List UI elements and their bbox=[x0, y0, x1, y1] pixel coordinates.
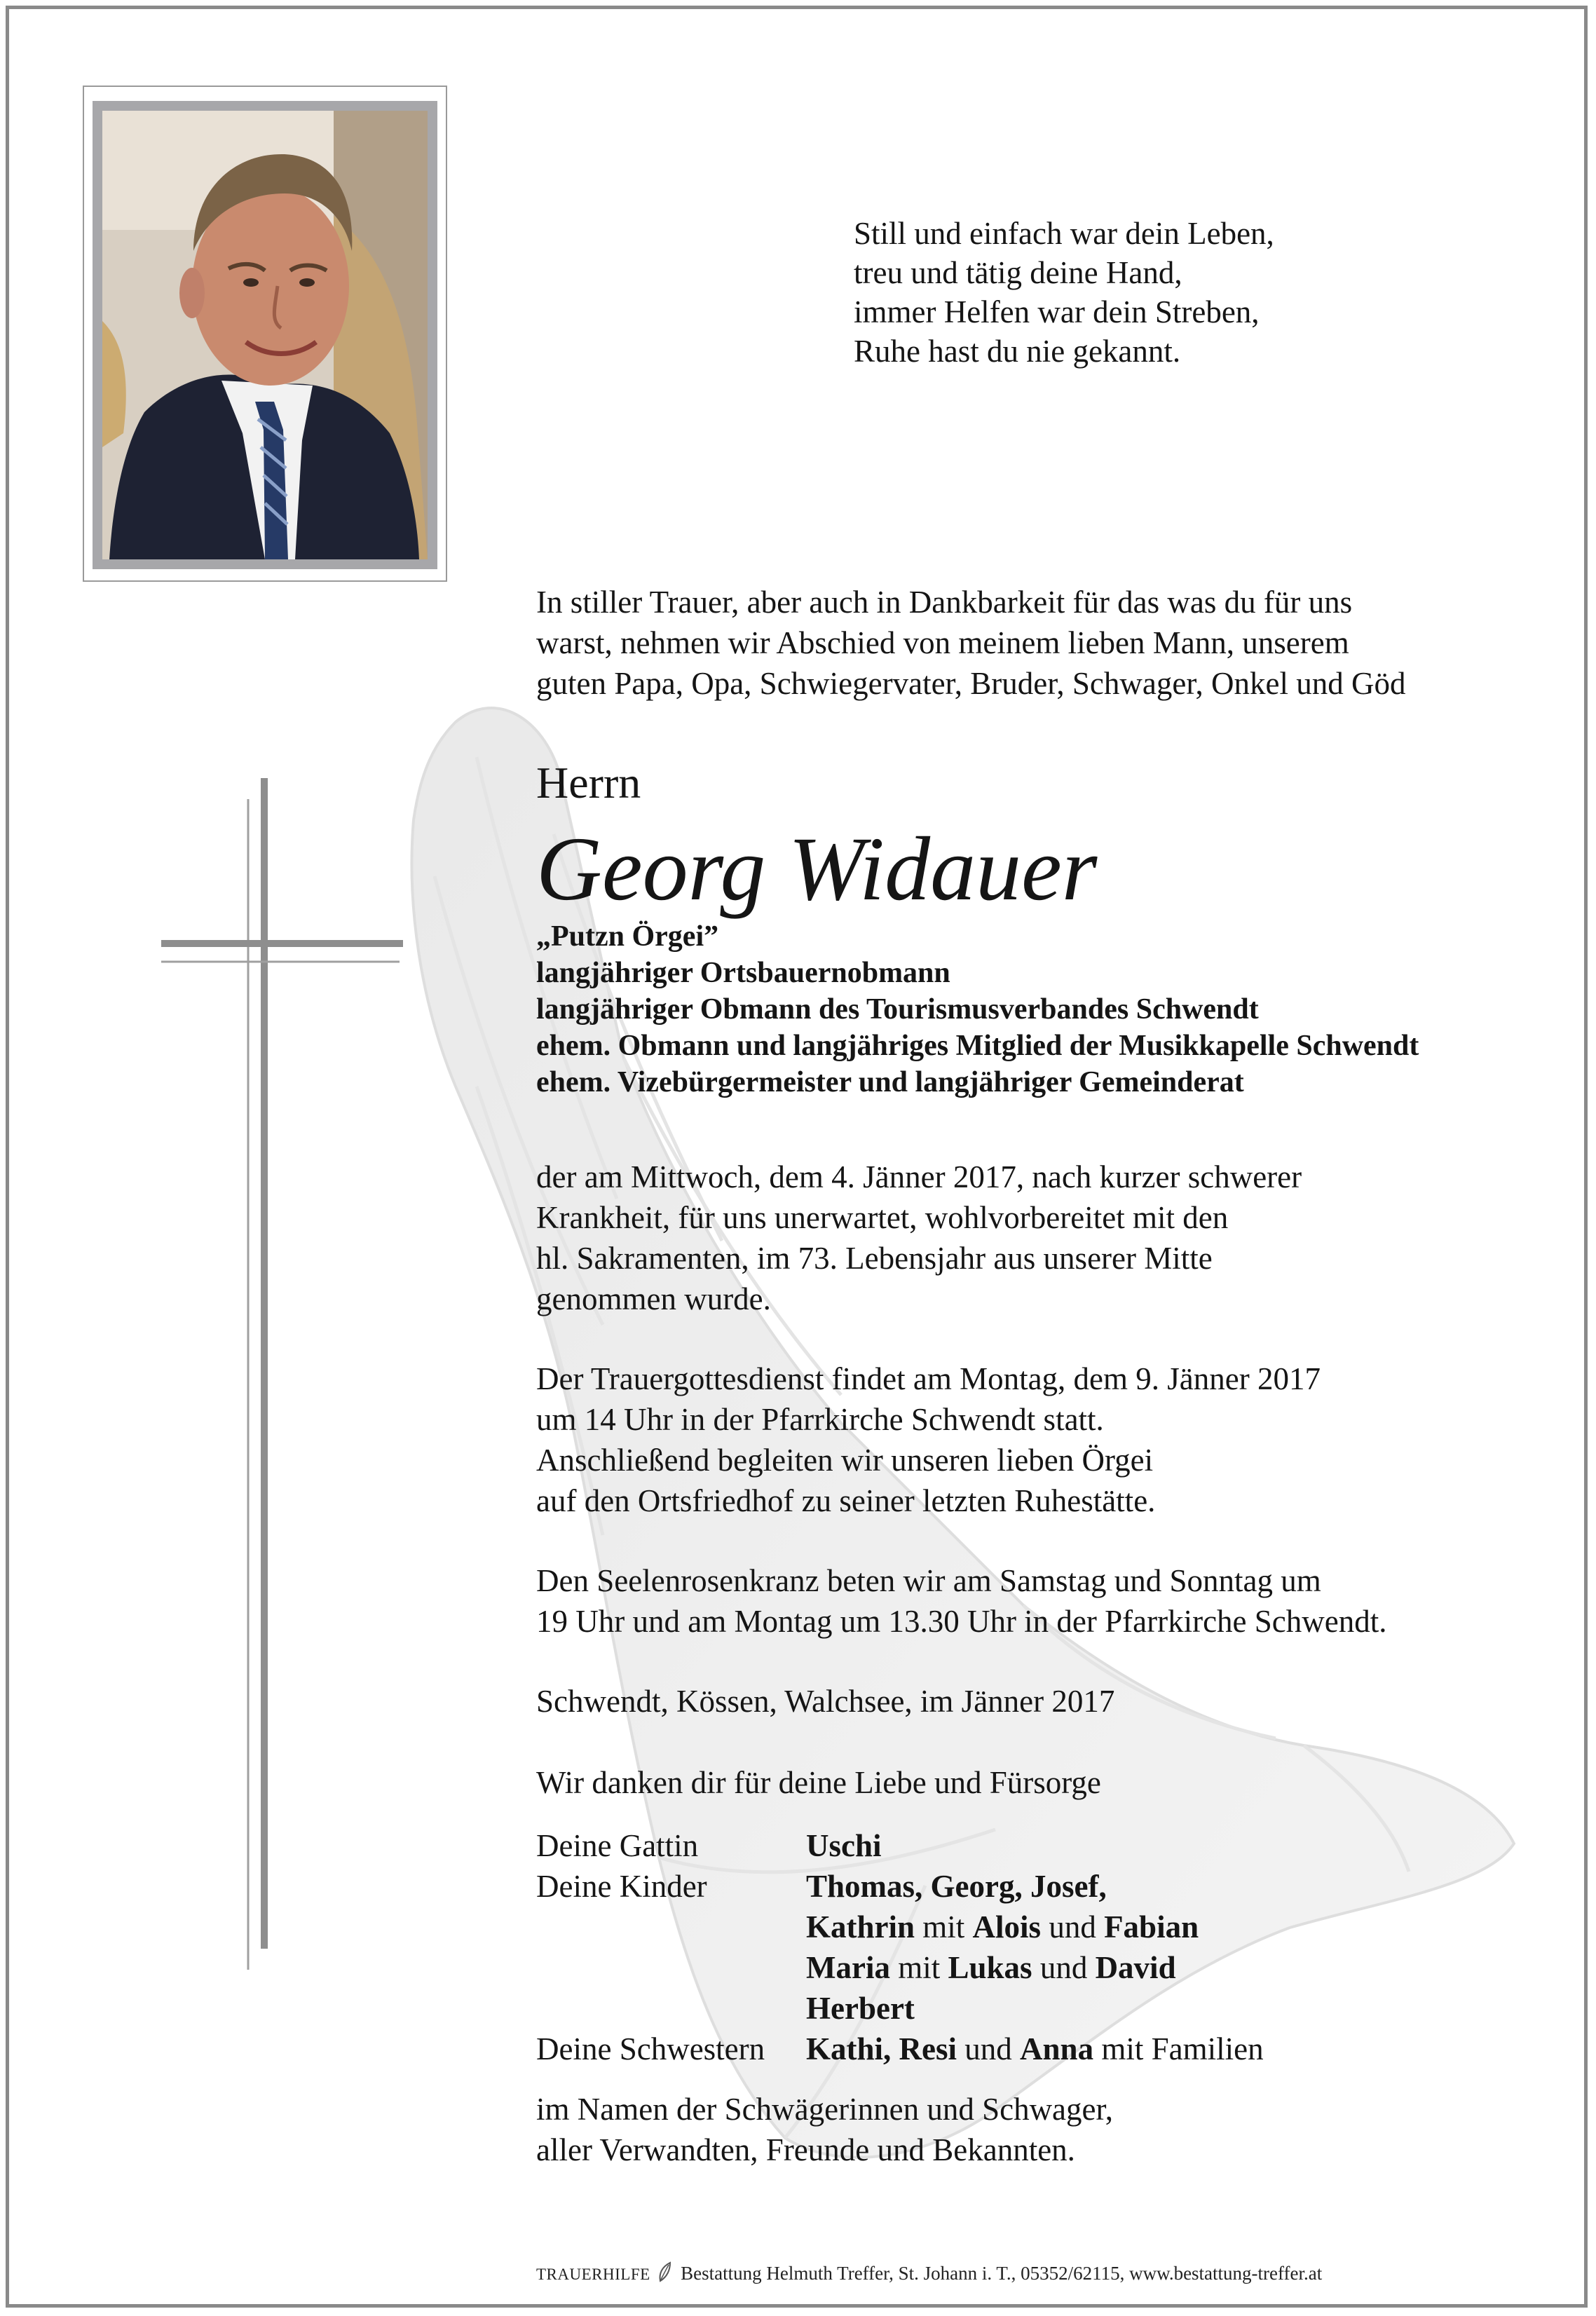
family-name: Uschi bbox=[806, 1828, 882, 1863]
leaf-icon bbox=[657, 2261, 673, 2282]
closing-paragraph bbox=[536, 2089, 1113, 2170]
family-row bbox=[536, 1988, 1264, 2029]
portrait-frame bbox=[83, 86, 447, 582]
family-name: Alois bbox=[972, 1909, 1042, 1944]
place-date: Schwendt, Kössen, Walchsee, im Jänner 2017 bbox=[536, 1684, 1115, 1719]
closing-line: aller Verwandten, Freunde und Bekannten. bbox=[536, 2132, 1075, 2167]
family-label: Deine Kinder bbox=[536, 1869, 707, 1904]
service-line: Der Trauergottesdienst findet am Montag, dem 9. Jänner 2017 bbox=[536, 1361, 1321, 1396]
thanks-line: Wir danken dir für deine Liebe und Fürsorge bbox=[536, 1765, 1101, 1800]
family-name: Herbert bbox=[806, 1991, 915, 2026]
family-label: Deine Schwestern bbox=[536, 2031, 765, 2066]
service-paragraph bbox=[536, 1358, 1321, 1521]
connector-text: und bbox=[1039, 1950, 1088, 1985]
poem-line: treu und tätig deine Hand, bbox=[854, 255, 1182, 290]
family-label: Deine Gattin bbox=[536, 1828, 699, 1863]
deceased-name: Georg Widauer bbox=[536, 819, 1098, 920]
salutation: Herrn bbox=[536, 758, 641, 808]
family-name: David bbox=[1095, 1950, 1176, 1985]
footer-text: Bestattung Helmuth Treffer, St. Johann i. T., 05352/62115, www.bestattung-treffer.at bbox=[681, 2263, 1323, 2284]
connector-text: mit bbox=[898, 1950, 941, 1985]
poem-line: immer Helfen war dein Streben, bbox=[854, 294, 1260, 329]
intro-paragraph bbox=[536, 582, 1406, 704]
title-line: ehem. Obmann und langjähriges Mitglied der Musikkapelle Schwendt bbox=[536, 1030, 1419, 1062]
family-name: Kathi, Resi bbox=[806, 2031, 957, 2066]
family-row bbox=[536, 1907, 1264, 1947]
rosary-paragraph bbox=[536, 1560, 1387, 1642]
service-line: Anschließend begleiten wir unseren lieben Örgei bbox=[536, 1443, 1154, 1478]
death-line: genommen wurde. bbox=[536, 1281, 771, 1316]
poem-line: Ruhe hast du nie gekannt. bbox=[854, 334, 1181, 369]
family-list bbox=[536, 1825, 1264, 2069]
connector-text: und bbox=[964, 2031, 1012, 2066]
title-line: ehem. Vizebürgermeister und langjähriger Gemeinderat bbox=[536, 1066, 1244, 1098]
family-name: Kathrin bbox=[806, 1909, 915, 1944]
family-row bbox=[536, 1947, 1264, 1988]
titles-list bbox=[536, 918, 1419, 1101]
poem bbox=[854, 214, 1274, 371]
family-name: Fabian bbox=[1104, 1909, 1199, 1944]
poem-line: Still und einfach war dein Leben, bbox=[854, 216, 1274, 251]
closing-line: im Namen der Schwägerinnen und Schwager, bbox=[536, 2092, 1113, 2127]
family-name: Maria bbox=[806, 1950, 890, 1985]
family-row bbox=[536, 1866, 1264, 1907]
death-line: der am Mittwoch, dem 4. Jänner 2017, nach kurzer schwerer bbox=[536, 1159, 1302, 1194]
intro-line: In stiller Trauer, aber auch in Dankbarkeit für das was du für uns bbox=[536, 585, 1353, 620]
footer-brand: TRAUERHILFE bbox=[536, 2266, 650, 2283]
footer bbox=[536, 2261, 1322, 2284]
cross-icon bbox=[154, 778, 421, 1970]
intro-line: warst, nehmen wir Abschied von meinem lieben Mann, unserem bbox=[536, 625, 1349, 660]
title-line: langjähriger Obmann des Tourismusverbandes Schwendt bbox=[536, 993, 1259, 1026]
intro-line: guten Papa, Opa, Schwiegervater, Bruder, Schwager, Onkel und Göd bbox=[536, 666, 1406, 701]
family-name: Anna bbox=[1020, 2031, 1094, 2066]
service-line: auf den Ortsfriedhof zu seiner letzten Ruhestätte. bbox=[536, 1483, 1156, 1518]
rosary-line: 19 Uhr und am Montag um 13.30 Uhr in der Pfarrkirche Schwendt. bbox=[536, 1604, 1387, 1639]
rosary-line: Den Seelenrosenkranz beten wir am Samstag und Sonntag um bbox=[536, 1563, 1321, 1598]
service-line: um 14 Uhr in der Pfarrkirche Schwendt statt. bbox=[536, 1402, 1104, 1437]
death-line: Krankheit, für uns unerwartet, wohlvorbereitet mit den bbox=[536, 1200, 1229, 1235]
family-row bbox=[536, 2029, 1264, 2069]
title-line: „Putzn Örgei” bbox=[536, 920, 719, 953]
death-line: hl. Sakramenten, im 73. Lebensjahr aus unserer Mitte bbox=[536, 1241, 1213, 1276]
family-name: Lukas bbox=[948, 1950, 1032, 1985]
family-name: Thomas, Georg, Josef, bbox=[806, 1869, 1107, 1904]
portrait-photo bbox=[93, 101, 437, 569]
connector-text: mit bbox=[922, 1909, 965, 1944]
death-paragraph bbox=[536, 1157, 1302, 1319]
title-line: langjähriger Ortsbauernobmann bbox=[536, 957, 950, 989]
connector-text: mit Familien bbox=[1101, 2031, 1264, 2066]
family-row bbox=[536, 1825, 1264, 1866]
connector-text: und bbox=[1049, 1909, 1096, 1944]
